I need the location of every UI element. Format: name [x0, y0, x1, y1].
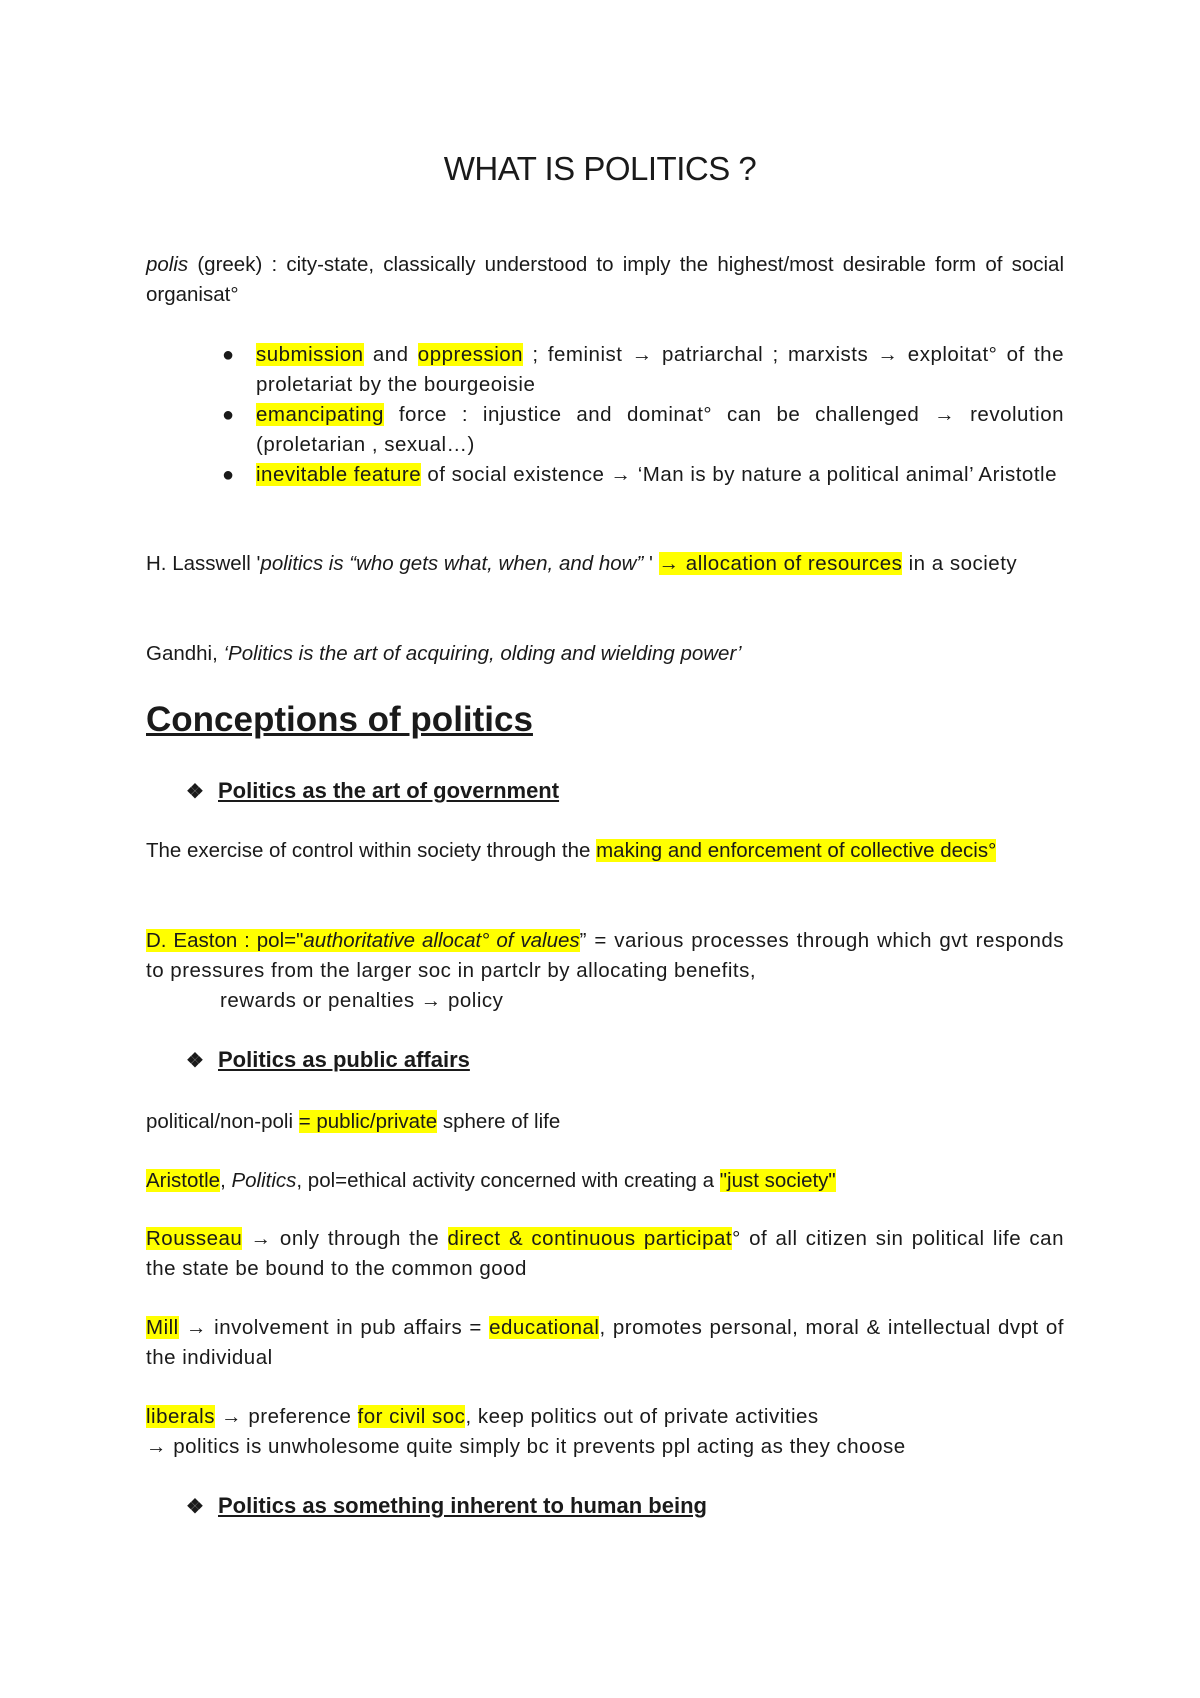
bullet-icon: ● [222, 344, 235, 366]
rousseau-paragraph: Rousseau → only through the direct & continuous participat° of all citizen sin political life can the state be bound to the common good [146, 1227, 1064, 1280]
list-item: ● emancipating force : injustice and dominat° can be challenged → revolution (proletarian , sexual…) [256, 400, 1064, 460]
gandhi-paragraph: Gandhi, ‘Politics is the art of acquiring, olding and wielding power’ [146, 642, 742, 665]
mill-paragraph: Mill → involvement in pub affairs = educational, promotes personal, moral & intellectual dvpt of the individual [146, 1316, 1064, 1369]
diamond-bullet-icon: ❖ [186, 781, 204, 803]
easton-paragraph: D. Easton : pol="authoritative allocat° of values” = various processes through which gvt responds to pressures from the larger soc in partclr by allocating benefits, [146, 929, 1064, 982]
aristotle-paragraph: Aristotle, Politics, pol=ethical activity concerned with creating a "just society" [146, 1169, 836, 1192]
polis-term: polis [146, 253, 189, 276]
section-heading: Conceptions of politics [146, 700, 533, 739]
easton-continuation: rewards or penalties → policy [220, 989, 504, 1012]
list-item: ● submission and oppression ; feminist → patriarchal ; marxists → exploitat° of the proletariat by the bourgeoisie [256, 340, 1064, 400]
diamond-bullet-icon: ❖ [186, 1496, 204, 1518]
subsection-title-government: ❖ Politics as the art of government [186, 775, 559, 808]
bullet-icon: ● [222, 464, 235, 486]
public-private-paragraph: political/non-poli = public/private sphere of life [146, 1110, 561, 1133]
lasswell-paragraph: H. Lasswell 'politics is “who gets what, when, and how” ' → allocation of resources in a society [146, 552, 1018, 575]
subsection-title-human-being: ❖ Politics as something inherent to human being [186, 1490, 707, 1523]
liberals-paragraph: liberals → preference for civil soc, keep politics out of private activities [146, 1405, 819, 1428]
liberals-continuation: → politics is unwholesome quite simply bc it prevents ppl acting as they choose [146, 1435, 906, 1458]
polis-paragraph: polis (greek) : city-state, classically understood to imply the highest/most desirable form of social organisat° [146, 253, 1064, 306]
page-title: WHAT IS POLITICS ? [443, 150, 757, 187]
government-paragraph: The exercise of control within society through the making and enforcement of collective decis° [146, 839, 997, 862]
diamond-bullet-icon: ❖ [186, 1050, 204, 1072]
polis-bullet-list [222, 340, 1064, 490]
list-item: ● inevitable feature of social existence → ‘Man is by nature a political animal’ Aristotle [256, 460, 1064, 490]
bullet-icon: ● [222, 404, 235, 426]
subsection-title-public-affairs: ❖ Politics as public affairs [186, 1044, 470, 1077]
